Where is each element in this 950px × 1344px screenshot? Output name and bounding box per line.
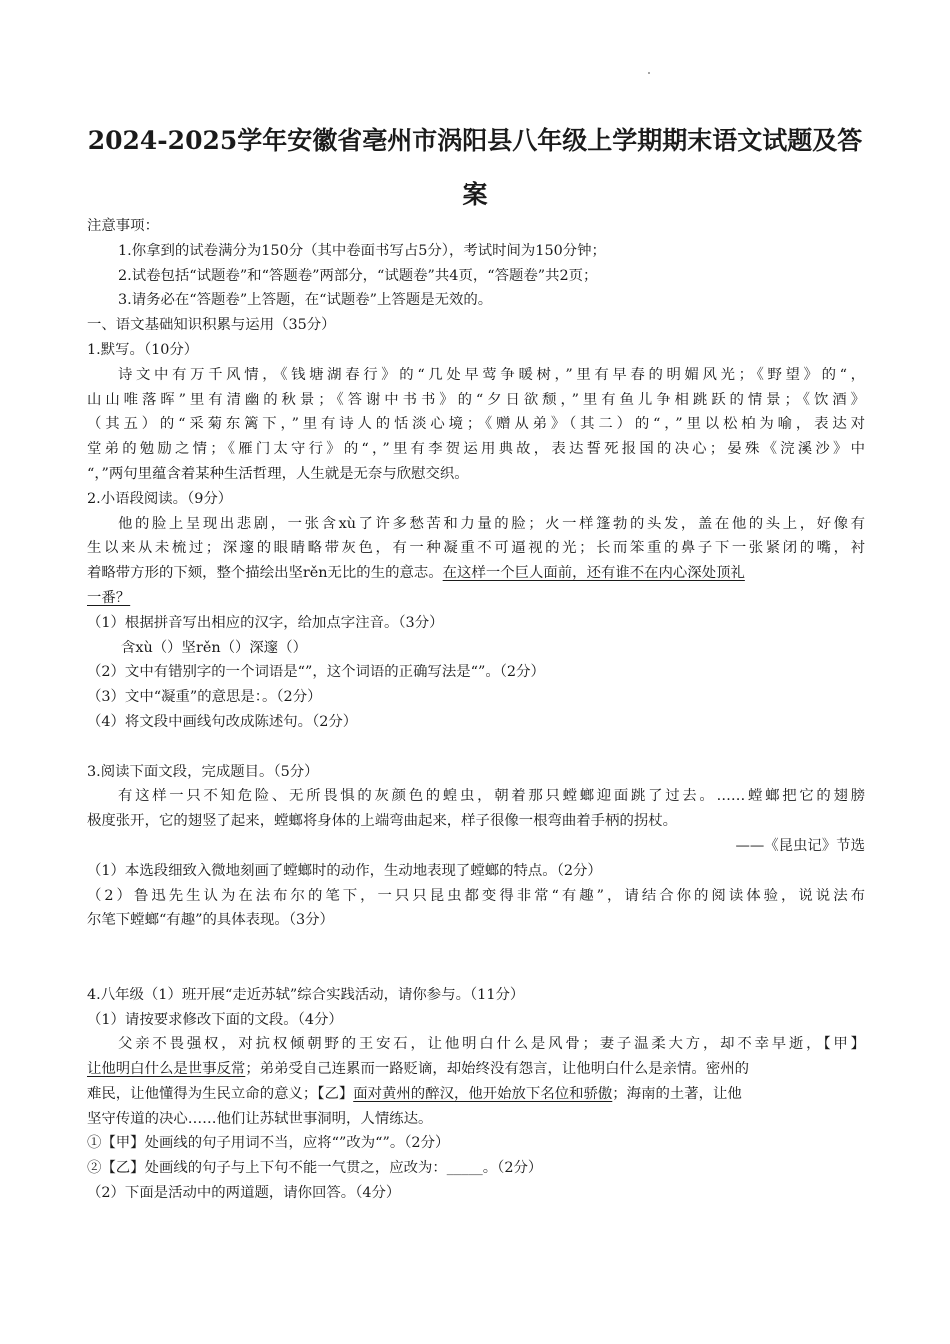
pinyin-items: 含xù（）坚rěn（）深邃（）	[121, 639, 307, 656]
passage-source: ——《昆虫记》节选	[735, 837, 865, 854]
sub-question: （1）根据拼音写出相应的汉字，给加点字注音。（3分）	[87, 614, 444, 631]
underlined-sentence: 在这样一个巨人面前，还有谁不在内心深处顶礼	[442, 565, 745, 582]
sub-question: （1）本选段细致入微地刻画了螳螂时的动作，生动地表现了螳螂的特点。（2分）	[87, 862, 602, 879]
question-4-passage: 坚守传道的决心……他们让苏轼世事洞明，人情练达。	[87, 1110, 433, 1127]
underlined-sentence: 一番？	[87, 589, 131, 606]
question-2-passage	[87, 586, 865, 611]
section-heading: 一、语文基础知识积累与运用（35分）	[87, 317, 336, 334]
question-4-passage: 父亲不畏强权，对抗权倾朝野的王安石，让他明白什么是风骨；妻子温柔大方，却不幸早逝，【甲】	[118, 1036, 865, 1053]
sub-item: ②【乙】处画线的句子与上下句不能一气贯之，应改为：_____。（2分）	[87, 1160, 543, 1177]
passage-plain-text: 着略带方形的下颏，整个描绘出坚rěn无比的生的意志。	[87, 565, 443, 582]
document-body	[87, 214, 865, 1206]
question-3-heading: 3.阅读下面文段，完成题目。（5分）	[87, 763, 319, 780]
notes-heading: 注意事项：	[87, 218, 159, 234]
scan-speck	[648, 72, 650, 74]
spacer	[87, 933, 865, 983]
title-line-2: 案	[462, 180, 488, 209]
note-item: 1.你拿到的试卷满分为150分（其中卷面书写占5分），考试时间为150分钟；	[118, 242, 606, 259]
question-1-text: 堂弟的勉励之情；《雁门太守行》的“，”里有李贺运用典故，表达誓死报国的决心；晏殊《浣溪沙》中	[87, 441, 865, 458]
sub-question: （2）文中有错别字的一个词语是“”，这个词语的正确写法是“”。（2分）	[87, 664, 545, 681]
sub-question: （3）文中“凝重”的意思是：。（2分）	[87, 689, 322, 706]
question-4-passage	[87, 1082, 865, 1107]
sub-question: 尔笔下螳螂“有趣”的具体表现。（3分）	[87, 912, 334, 929]
question-1-text: “，”两句里蕴含着某种生活哲理，人生就是无奈与欣慰交织。	[87, 465, 469, 482]
sub-item: ①【甲】处画线的句子用词不当，应将“”改为“”。（2分）	[87, 1135, 450, 1152]
underlined-sentence-yi: 面对黄州的醉汉，他开始放下名位和骄傲	[353, 1085, 613, 1102]
question-2-heading: 2.小语段阅读。（9分）	[87, 490, 233, 507]
question-4-passage	[87, 1057, 865, 1082]
question-2-passage	[87, 561, 865, 586]
sub-question: （1）请按要求修改下面的文段。（4分）	[87, 1011, 343, 1028]
question-1-heading: 1.默写。（10分）	[87, 341, 199, 358]
document-title	[60, 114, 890, 222]
question-2-passage: 生以来从未梳过；深邃的眼睛略带灰色，有一种凝重不可逼视的光；长而笨重的鼻子下一张紧闭的嘴，衬	[87, 540, 865, 557]
underlined-sentence-jia: 让他明白什么是世事反常	[87, 1061, 246, 1078]
title-line-1: 2024-2025学年安徽省亳州市涡阳县八年级上学期期末语文试题及答	[87, 126, 863, 155]
question-1-text: （其五）的“采菊东篱下，”里有诗人的恬淡心境；《赠从弟》（其二）的“，”里以松柏为喻，表达对	[87, 416, 865, 433]
spacer	[87, 735, 865, 760]
sub-question: （2）鲁迅先生认为在法布尔的笔下，一只只昆虫都变得非常“有趣”，请结合你的阅读体验，说说法布	[87, 887, 865, 904]
question-4-heading: 4.八年级（1）班开展“走近苏轼”综合实践活动，请你参与。（11分）	[87, 986, 525, 1003]
passage-plain-text: 难民，让他懂得为生民立命的意义；【乙】	[87, 1085, 354, 1102]
sub-question: （4）将文段中画线句改成陈述句。（2分）	[87, 713, 358, 730]
sub-question: （2）下面是活动中的两道题，请你回答。（4分）	[87, 1185, 401, 1202]
question-1-text: 山山唯落晖”里有清幽的秋景；《答谢中书书》的“夕日欲颓，”里有鱼儿争相跳跃的情景；《饮酒》	[87, 391, 865, 408]
question-3-passage: 有这样一只不知危险、无所畏惧的灰颜色的蝗虫，朝着那只螳螂迎面跳了过去。……螳螂把它的翅膀	[118, 788, 865, 805]
passage-plain-text: ；海南的土著，让他	[612, 1085, 742, 1102]
passage-plain-text: ；弟弟受自己连累而一路贬谪，却始终没有怨言，让他明白什么是亲情。密州的	[245, 1061, 749, 1078]
note-item: 2.试卷包括“试题卷”和“答题卷”两部分，“试题卷”共4页，“答题卷”共2页；	[118, 267, 598, 284]
question-1-text: 诗文中有万千风情，《钱塘湖春行》的“几处早莺争暖树，”里有早春的明媚风光；《野望》的“，	[118, 366, 865, 383]
question-3-passage: 极度张开，它的翅竖了起来，螳螂将身体的上端弯曲起来，样子很像一根弯曲着手柄的拐杖。	[87, 813, 678, 830]
note-item: 3.请务必在“答题卷”上答题，在“试题卷”上答题是无效的。	[118, 292, 493, 309]
question-2-passage: 他的脸上呈现出悲剧，一张含xù了许多愁苦和力量的脸；火一样篷勃的头发，盖在他的头上，好像有	[118, 515, 865, 532]
